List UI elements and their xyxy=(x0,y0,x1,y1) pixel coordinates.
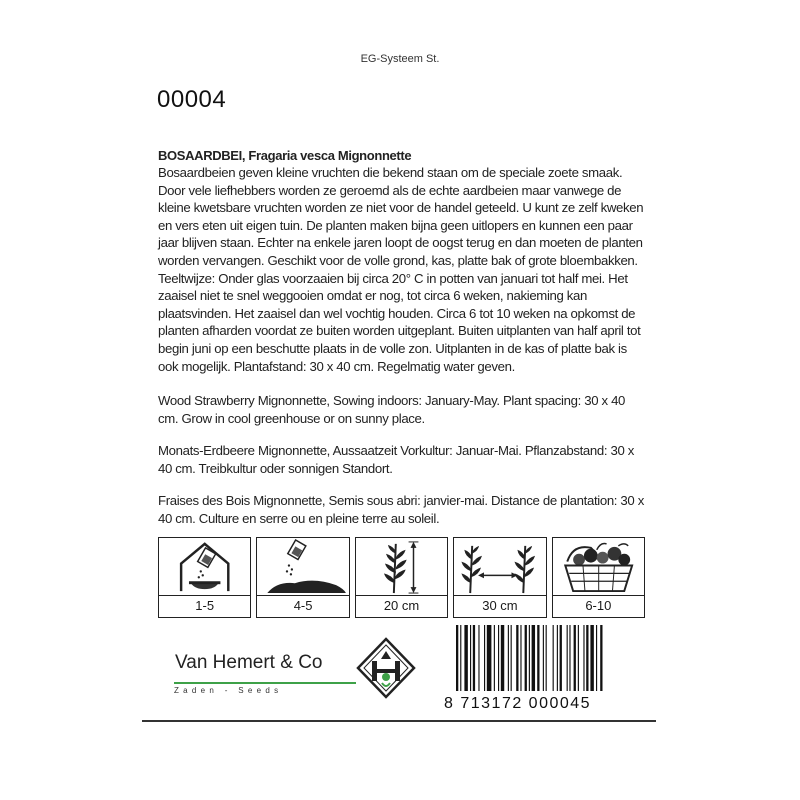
growing-icons-row xyxy=(158,537,645,618)
eg-system-label: EG-Systeem St. xyxy=(360,53,440,65)
outdoor-sowing-label: 4-5 xyxy=(256,595,349,618)
icon-cell-outdoor xyxy=(256,537,349,618)
greenhouse-sowing-label: 1-5 xyxy=(158,595,251,618)
greenhouse-sowing-icon xyxy=(158,537,251,595)
brand-underline xyxy=(174,682,356,684)
description-english: Wood Strawberry Mignonnette, Sowing indoors: January-May. Plant spacing: 30 x 40 cm. Grow in cool greenhouse or on sunny place. xyxy=(158,393,626,426)
brand-tagline: Zaden - Seeds xyxy=(174,686,283,695)
outdoor-sowing-icon xyxy=(256,537,349,595)
harvest-basket-icon xyxy=(552,537,645,595)
product-title: BOSAARDBEI, Fragaria vesca Mignonnette xyxy=(158,148,412,163)
plant-height-label: 20 cm xyxy=(355,595,448,618)
plant-height-icon xyxy=(355,537,448,595)
icon-cell-spacing xyxy=(453,537,546,618)
plant-spacing-label: 30 cm xyxy=(453,595,546,618)
icon-cell-greenhouse xyxy=(158,537,251,618)
description-german: Monats-Erdbeere Mignonnette, Aussaatzeit Vorkultur: Januar-Mai. Pflanzabstand: 30 x 40 cm. Treibkultur oder sonnigen Standort. xyxy=(158,443,635,476)
harvest-label: 6-10 xyxy=(552,595,645,618)
brand-emblem-icon xyxy=(356,637,416,699)
brand-name: Van Hemert & Co xyxy=(175,652,323,673)
icon-cell-harvest xyxy=(552,537,645,618)
barcode-number: 8 713172 000045 xyxy=(444,695,592,712)
description-dutch: Bosaardbeien geven kleine vruchten die bekend staan om de speciale zoete smaak. Door vele liefhebbers worden ze geroemd als de echte aardbeien maar vanwege de kleine kwetsbare vruchten worden ze niet voor de handel geteeld. U kunt ze zelf kweken en vers eten uit eigen tuin. De planten maken bijna geen uitlopers en kunnen een paar jaar blijven staan. Echter na enkele jaren loopt de oogst terug en dan moeten de planten worden vervangen. Geschikt voor de volle grond, kas, platte bak of grote bloembakken. Teeltwijze: Onder glas voorzaaien bij circa 20° C in potten van januari tot half mei. Het zaaisel niet te snel weggooien omdat er nog, tot circa 6 weken, nakieming kan plaatsvinden. Het zaaisel dan wel vochtig houden. Circa 6 tot 10 weken na opkomst de planten afharden voordat ze buiten worden uitgeplant. Buiten uitplanten van half april tot begin juni op een beschutte plaats in de volle zon. Uitplanten in de kas of platte bak is ook mogelijk. Plantafstand: 30 x 40 cm. Regelmatig water geven. xyxy=(158,165,644,374)
plant-spacing-icon xyxy=(453,537,546,595)
bottom-divider xyxy=(142,720,656,722)
product-code: 00004 xyxy=(157,86,227,113)
icon-cell-height xyxy=(355,537,448,618)
barcode-icon xyxy=(452,625,644,697)
description-french: Fraises des Bois Mignonnette, Semis sous abri: janvier-mai. Distance de plantation: 30 x 40 cm. Culture en serre ou en pleine terre au soleil. xyxy=(158,493,644,526)
